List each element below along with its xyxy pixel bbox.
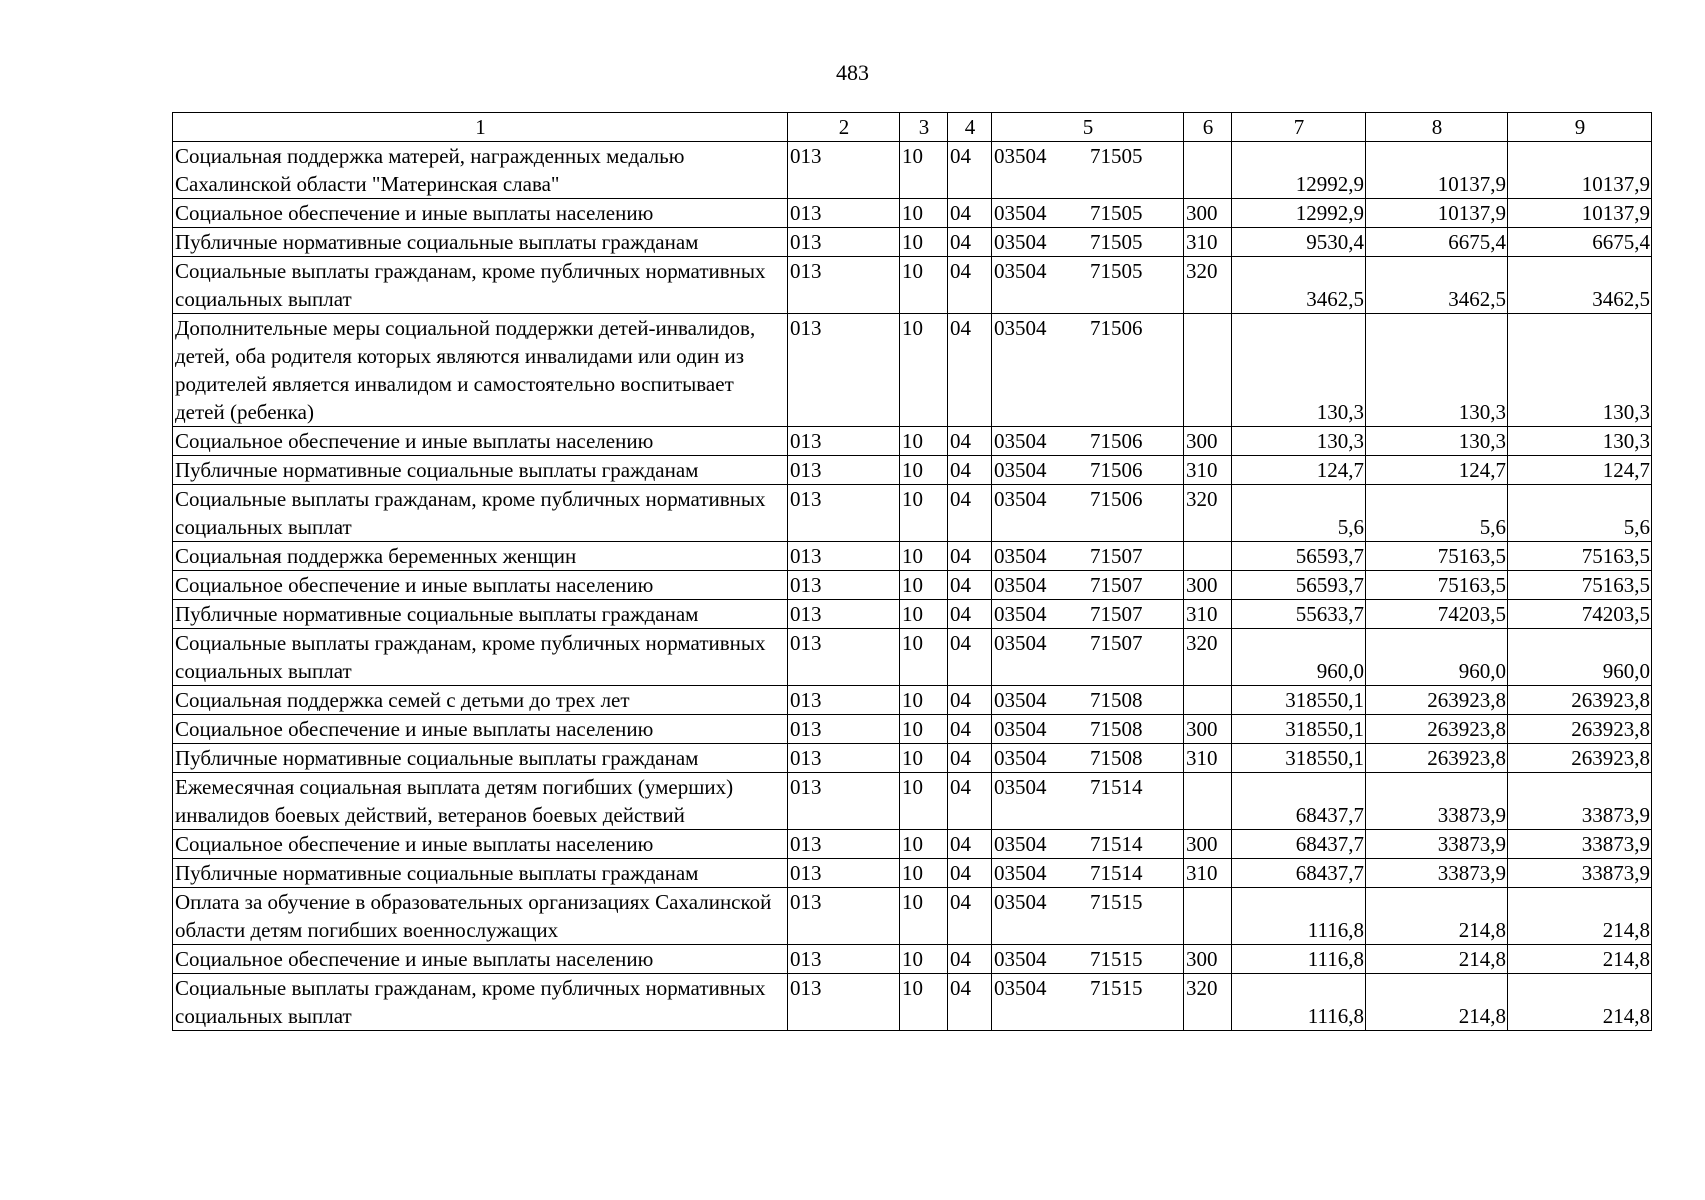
amount-col-8: 33873,9	[1366, 859, 1508, 888]
code-col-2: 013	[788, 228, 900, 257]
direction-code: 71506	[1090, 429, 1143, 453]
code-col-6	[1184, 142, 1232, 199]
code-col-2: 013	[788, 629, 900, 686]
amount-col-8: 75163,5	[1366, 571, 1508, 600]
code-col-4: 04	[948, 686, 992, 715]
table-row	[173, 686, 1652, 715]
amount-col-8: 3462,5	[1366, 257, 1508, 314]
amount-col-9: 214,8	[1508, 945, 1652, 974]
code-col-3: 10	[900, 142, 948, 199]
direction-code: 71508	[1090, 688, 1143, 712]
program-code: 03504	[994, 688, 1047, 712]
code-col-3: 10	[900, 456, 948, 485]
code-col-6: 310	[1184, 228, 1232, 257]
amount-col-7: 3462,5	[1232, 257, 1366, 314]
code-col-6	[1184, 773, 1232, 830]
table-row	[173, 600, 1652, 629]
amount-col-7: 124,7	[1232, 456, 1366, 485]
program-code: 03504	[994, 230, 1047, 254]
code-col-5	[992, 314, 1184, 427]
row-name: Социальная поддержка матерей, награжденных медалью Сахалинской области "Материнская слава"	[173, 142, 788, 199]
amount-col-9: 33873,9	[1508, 859, 1652, 888]
row-name: Публичные нормативные социальные выплаты гражданам	[173, 456, 788, 485]
amount-col-8: 5,6	[1366, 485, 1508, 542]
row-name: Социальная поддержка беременных женщин	[173, 542, 788, 571]
header-cell: 2	[788, 113, 900, 142]
code-col-2: 013	[788, 859, 900, 888]
amount-col-9: 263923,8	[1508, 744, 1652, 773]
header-row	[173, 113, 1652, 142]
code-col-5	[992, 974, 1184, 1031]
code-col-6: 310	[1184, 600, 1232, 629]
table-row	[173, 142, 1652, 199]
row-name: Социальные выплаты гражданам, кроме публичных нормативных социальных выплат	[173, 629, 788, 686]
table-row	[173, 629, 1652, 686]
code-col-5	[992, 600, 1184, 629]
amount-col-7: 68437,7	[1232, 830, 1366, 859]
header-cell: 3	[900, 113, 948, 142]
direction-code: 71505	[1090, 230, 1143, 254]
program-code: 03504	[994, 544, 1047, 568]
table-row	[173, 314, 1652, 427]
code-col-3: 10	[900, 427, 948, 456]
code-col-6: 300	[1184, 427, 1232, 456]
code-col-3: 10	[900, 974, 948, 1031]
code-col-4: 04	[948, 542, 992, 571]
row-name: Социальное обеспечение и иные выплаты населению	[173, 199, 788, 228]
code-col-2: 013	[788, 600, 900, 629]
code-col-2: 013	[788, 199, 900, 228]
code-col-6	[1184, 686, 1232, 715]
code-col-3: 10	[900, 485, 948, 542]
amount-col-9: 6675,4	[1508, 228, 1652, 257]
code-col-6: 300	[1184, 715, 1232, 744]
direction-code: 71514	[1090, 832, 1143, 856]
program-code: 03504	[994, 861, 1047, 885]
direction-code: 71506	[1090, 316, 1143, 340]
amount-col-8: 33873,9	[1366, 773, 1508, 830]
code-col-4: 04	[948, 859, 992, 888]
row-name: Публичные нормативные социальные выплаты гражданам	[173, 600, 788, 629]
amount-col-7: 1116,8	[1232, 888, 1366, 945]
code-col-6: 310	[1184, 744, 1232, 773]
amount-col-7: 1116,8	[1232, 945, 1366, 974]
header-cell: 5	[992, 113, 1184, 142]
code-col-5	[992, 686, 1184, 715]
table-row	[173, 199, 1652, 228]
code-col-4: 04	[948, 571, 992, 600]
amount-col-7: 12992,9	[1232, 199, 1366, 228]
amount-col-7: 55633,7	[1232, 600, 1366, 629]
table-row	[173, 456, 1652, 485]
amount-col-8: 6675,4	[1366, 228, 1508, 257]
table-row	[173, 830, 1652, 859]
amount-col-9: 960,0	[1508, 629, 1652, 686]
amount-col-8: 214,8	[1366, 888, 1508, 945]
code-col-4: 04	[948, 427, 992, 456]
direction-code: 71505	[1090, 144, 1143, 168]
code-col-6: 310	[1184, 456, 1232, 485]
code-col-3: 10	[900, 571, 948, 600]
amount-col-9: 263923,8	[1508, 686, 1652, 715]
amount-col-7: 9530,4	[1232, 228, 1366, 257]
row-name: Социальное обеспечение и иные выплаты населению	[173, 830, 788, 859]
direction-code: 71514	[1090, 861, 1143, 885]
code-col-3: 10	[900, 199, 948, 228]
code-col-3: 10	[900, 629, 948, 686]
direction-code: 71507	[1090, 631, 1143, 655]
code-col-3: 10	[900, 314, 948, 427]
header-cell: 1	[173, 113, 788, 142]
amount-col-9: 263923,8	[1508, 715, 1652, 744]
code-col-4: 04	[948, 945, 992, 974]
amount-col-7: 5,6	[1232, 485, 1366, 542]
code-col-2: 013	[788, 945, 900, 974]
code-col-3: 10	[900, 600, 948, 629]
amount-col-9: 214,8	[1508, 974, 1652, 1031]
code-col-5	[992, 715, 1184, 744]
table-row	[173, 859, 1652, 888]
direction-code: 71515	[1090, 890, 1143, 914]
amount-col-9: 214,8	[1508, 888, 1652, 945]
program-code: 03504	[994, 976, 1047, 1000]
amount-col-7: 130,3	[1232, 314, 1366, 427]
amount-col-9: 10137,9	[1508, 199, 1652, 228]
code-col-3: 10	[900, 945, 948, 974]
code-col-3: 10	[900, 830, 948, 859]
table-row	[173, 715, 1652, 744]
code-col-3: 10	[900, 257, 948, 314]
row-name: Ежемесячная социальная выплата детям погибших (умерших) инвалидов боевых действий, ветеранов боевых действий	[173, 773, 788, 830]
amount-col-8: 960,0	[1366, 629, 1508, 686]
amount-col-7: 318550,1	[1232, 744, 1366, 773]
code-col-6: 320	[1184, 257, 1232, 314]
code-col-6: 300	[1184, 571, 1232, 600]
code-col-4: 04	[948, 629, 992, 686]
amount-col-9: 75163,5	[1508, 542, 1652, 571]
code-col-4: 04	[948, 715, 992, 744]
program-code: 03504	[994, 201, 1047, 225]
direction-code: 71515	[1090, 947, 1143, 971]
amount-col-9: 10137,9	[1508, 142, 1652, 199]
code-col-5	[992, 142, 1184, 199]
code-col-2: 013	[788, 830, 900, 859]
table-row	[173, 257, 1652, 314]
code-col-5	[992, 257, 1184, 314]
row-name: Публичные нормативные социальные выплаты гражданам	[173, 228, 788, 257]
amount-col-9: 130,3	[1508, 314, 1652, 427]
code-col-5	[992, 945, 1184, 974]
row-name: Оплата за обучение в образовательных организациях Сахалинской области детям погибших военнослужащих	[173, 888, 788, 945]
code-col-6: 320	[1184, 974, 1232, 1031]
row-name: Публичные нормативные социальные выплаты гражданам	[173, 859, 788, 888]
row-name: Социальные выплаты гражданам, кроме публичных нормативных социальных выплат	[173, 974, 788, 1031]
program-code: 03504	[994, 947, 1047, 971]
amount-col-9: 33873,9	[1508, 773, 1652, 830]
header-cell: 4	[948, 113, 992, 142]
amount-col-8: 33873,9	[1366, 830, 1508, 859]
code-col-4: 04	[948, 142, 992, 199]
table-row	[173, 888, 1652, 945]
table-row	[173, 974, 1652, 1031]
program-code: 03504	[994, 832, 1047, 856]
code-col-4: 04	[948, 199, 992, 228]
table-body	[173, 142, 1652, 1031]
table-row	[173, 228, 1652, 257]
code-col-2: 013	[788, 715, 900, 744]
amount-col-9: 33873,9	[1508, 830, 1652, 859]
amount-col-8: 74203,5	[1366, 600, 1508, 629]
code-col-2: 013	[788, 974, 900, 1031]
direction-code: 71507	[1090, 544, 1143, 568]
table-row	[173, 773, 1652, 830]
direction-code: 71506	[1090, 487, 1143, 511]
code-col-4: 04	[948, 830, 992, 859]
code-col-5	[992, 888, 1184, 945]
amount-col-9: 74203,5	[1508, 600, 1652, 629]
code-col-6: 320	[1184, 485, 1232, 542]
code-col-6: 300	[1184, 945, 1232, 974]
code-col-4: 04	[948, 228, 992, 257]
row-name: Социальное обеспечение и иные выплаты населению	[173, 945, 788, 974]
code-col-5	[992, 542, 1184, 571]
direction-code: 71514	[1090, 775, 1143, 799]
code-col-5	[992, 485, 1184, 542]
amount-col-8: 124,7	[1366, 456, 1508, 485]
table-row	[173, 744, 1652, 773]
amount-col-9: 5,6	[1508, 485, 1652, 542]
code-col-5	[992, 744, 1184, 773]
code-col-2: 013	[788, 485, 900, 542]
row-name: Социальная поддержка семей с детьми до трех лет	[173, 686, 788, 715]
amount-col-8: 263923,8	[1366, 686, 1508, 715]
code-col-2: 013	[788, 888, 900, 945]
table-row	[173, 542, 1652, 571]
amount-col-9: 3462,5	[1508, 257, 1652, 314]
amount-col-7: 56593,7	[1232, 542, 1366, 571]
code-col-3: 10	[900, 542, 948, 571]
direction-code: 71505	[1090, 259, 1143, 283]
code-col-6	[1184, 542, 1232, 571]
code-col-3: 10	[900, 744, 948, 773]
code-col-2: 013	[788, 686, 900, 715]
code-col-4: 04	[948, 888, 992, 945]
table-row	[173, 571, 1652, 600]
amount-col-8: 130,3	[1366, 427, 1508, 456]
amount-col-9: 130,3	[1508, 427, 1652, 456]
code-col-5	[992, 830, 1184, 859]
code-col-3: 10	[900, 859, 948, 888]
code-col-4: 04	[948, 485, 992, 542]
code-col-2: 013	[788, 142, 900, 199]
code-col-5	[992, 859, 1184, 888]
program-code: 03504	[994, 775, 1047, 799]
amount-col-8: 263923,8	[1366, 715, 1508, 744]
amount-col-8: 10137,9	[1366, 142, 1508, 199]
table-row	[173, 485, 1652, 542]
code-col-4: 04	[948, 600, 992, 629]
program-code: 03504	[994, 573, 1047, 597]
direction-code: 71507	[1090, 602, 1143, 626]
table-row	[173, 427, 1652, 456]
table-row	[173, 945, 1652, 974]
amount-col-7: 1116,8	[1232, 974, 1366, 1031]
amount-col-7: 960,0	[1232, 629, 1366, 686]
code-col-4: 04	[948, 974, 992, 1031]
program-code: 03504	[994, 487, 1047, 511]
amount-col-9: 75163,5	[1508, 571, 1652, 600]
program-code: 03504	[994, 717, 1047, 741]
code-col-3: 10	[900, 773, 948, 830]
code-col-2: 013	[788, 427, 900, 456]
code-col-5	[992, 199, 1184, 228]
amount-col-8: 75163,5	[1366, 542, 1508, 571]
code-col-6: 300	[1184, 830, 1232, 859]
header-cell: 9	[1508, 113, 1652, 142]
code-col-2: 013	[788, 542, 900, 571]
program-code: 03504	[994, 429, 1047, 453]
header-cell: 8	[1366, 113, 1508, 142]
program-code: 03504	[994, 602, 1047, 626]
amount-col-7: 56593,7	[1232, 571, 1366, 600]
code-col-5	[992, 456, 1184, 485]
direction-code: 71508	[1090, 717, 1143, 741]
code-col-4: 04	[948, 744, 992, 773]
row-name: Социальное обеспечение и иные выплаты населению	[173, 571, 788, 600]
amount-col-7: 318550,1	[1232, 686, 1366, 715]
header-cell: 6	[1184, 113, 1232, 142]
code-col-2: 013	[788, 257, 900, 314]
code-col-2: 013	[788, 456, 900, 485]
code-col-4: 04	[948, 456, 992, 485]
amount-col-7: 12992,9	[1232, 142, 1366, 199]
row-name: Дополнительные меры социальной поддержки детей-инвалидов, детей, оба родителя которых являются инвалидами или один из родителей является инвалидом и самостоятельно воспитывает детей (ребенка)	[173, 314, 788, 427]
program-code: 03504	[994, 631, 1047, 655]
code-col-6: 300	[1184, 199, 1232, 228]
code-col-5	[992, 427, 1184, 456]
program-code: 03504	[994, 458, 1047, 482]
direction-code: 71508	[1090, 746, 1143, 770]
row-name: Социальное обеспечение и иные выплаты населению	[173, 715, 788, 744]
code-col-5	[992, 571, 1184, 600]
amount-col-7: 318550,1	[1232, 715, 1366, 744]
program-code: 03504	[994, 259, 1047, 283]
code-col-2: 013	[788, 571, 900, 600]
code-col-5	[992, 629, 1184, 686]
program-code: 03504	[994, 144, 1047, 168]
row-name: Социальные выплаты гражданам, кроме публичных нормативных социальных выплат	[173, 257, 788, 314]
direction-code: 71506	[1090, 458, 1143, 482]
direction-code: 71515	[1090, 976, 1143, 1000]
amount-col-7: 130,3	[1232, 427, 1366, 456]
code-col-3: 10	[900, 228, 948, 257]
code-col-2: 013	[788, 773, 900, 830]
code-col-5	[992, 773, 1184, 830]
header-cell: 7	[1232, 113, 1366, 142]
amount-col-8: 10137,9	[1366, 199, 1508, 228]
amount-col-8: 214,8	[1366, 945, 1508, 974]
amount-col-8: 263923,8	[1366, 744, 1508, 773]
row-name: Социальные выплаты гражданам, кроме публичных нормативных социальных выплат	[173, 485, 788, 542]
program-code: 03504	[994, 890, 1047, 914]
code-col-4: 04	[948, 257, 992, 314]
amount-col-7: 68437,7	[1232, 773, 1366, 830]
page-number: 483	[836, 60, 869, 85]
program-code: 03504	[994, 316, 1047, 340]
code-col-2: 013	[788, 744, 900, 773]
row-name: Публичные нормативные социальные выплаты гражданам	[173, 744, 788, 773]
row-name: Социальное обеспечение и иные выплаты населению	[173, 427, 788, 456]
code-col-6	[1184, 314, 1232, 427]
code-col-5	[992, 228, 1184, 257]
program-code: 03504	[994, 746, 1047, 770]
code-col-3: 10	[900, 888, 948, 945]
code-col-4: 04	[948, 314, 992, 427]
code-col-6	[1184, 888, 1232, 945]
direction-code: 71505	[1090, 201, 1143, 225]
amount-col-7: 68437,7	[1232, 859, 1366, 888]
code-col-6: 310	[1184, 859, 1232, 888]
code-col-4: 04	[948, 773, 992, 830]
direction-code: 71507	[1090, 573, 1143, 597]
code-col-2: 013	[788, 314, 900, 427]
budget-table	[172, 112, 1652, 1031]
amount-col-8: 130,3	[1366, 314, 1508, 427]
code-col-6: 320	[1184, 629, 1232, 686]
amount-col-9: 124,7	[1508, 456, 1652, 485]
amount-col-8: 214,8	[1366, 974, 1508, 1031]
code-col-3: 10	[900, 715, 948, 744]
code-col-3: 10	[900, 686, 948, 715]
